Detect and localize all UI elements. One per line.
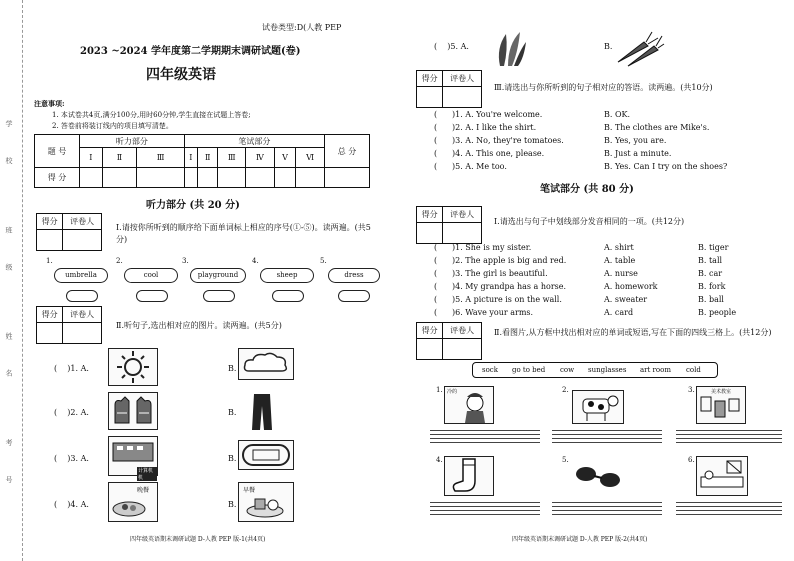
subtitle: 四年级英语 <box>146 67 216 83</box>
q3-b: B. The clothes are Mike's. <box>604 123 710 132</box>
q2-b-label: B. <box>228 408 237 417</box>
score-col: Ⅲ <box>218 148 246 168</box>
q2-instruction: Ⅱ.听句子,选出相对应的图片。读两遍。(共5分) <box>116 321 282 330</box>
cloud-picture <box>238 348 294 380</box>
score-cell[interactable] <box>137 168 184 188</box>
score-table-tihao: 题 号 <box>35 135 80 168</box>
w2-num: 4. <box>436 456 443 464</box>
q2-paren[interactable]: ( )1. A. <box>54 364 89 373</box>
four-line-grid[interactable] <box>430 430 540 448</box>
q2-b-label: B. <box>228 500 237 509</box>
w1-row[interactable]: ( )5. A picture is on the wall. A. sweater B. ball <box>434 295 724 304</box>
q2-paren[interactable]: ( )4. A. <box>54 500 89 509</box>
q3-b: B. OK. <box>604 110 631 119</box>
q1-word-card: sheep <box>260 268 314 283</box>
breakfast-picture <box>238 482 294 522</box>
note-2: 2. 答卷前将装订线内的项目填写清楚。 <box>52 122 173 130</box>
footer-left: 四年级英语期末调研试题 D-人教 PEP 版-1(共4页) <box>130 536 266 543</box>
right-q5-paren[interactable]: ( )5. A. <box>434 42 469 51</box>
q1-answer-oval[interactable] <box>136 290 168 302</box>
scorer-box-4 <box>416 206 482 244</box>
q1-num: 5. <box>320 257 327 265</box>
dinner-picture <box>108 482 158 522</box>
q1-answer-oval[interactable] <box>272 290 304 302</box>
notes-title: 注意事项: <box>34 99 65 108</box>
scorer-cell[interactable] <box>443 87 482 108</box>
cow-picture <box>572 390 624 424</box>
w1-row[interactable]: ( )4. My grandpa has a horse. A. homework B. fork <box>434 282 726 291</box>
w2-word: go to bed <box>512 366 546 374</box>
q1-word-card: umbrella <box>54 268 108 283</box>
w1-row[interactable]: ( )1. She is my sister. A. shirt B. tiger <box>434 243 729 252</box>
q3-a: )1. A. You're welcome. <box>452 110 543 119</box>
scorer-cell[interactable] <box>417 87 443 108</box>
scorer-score-label: 得分 <box>37 214 63 230</box>
q3-a: )4. A. This one, please. <box>452 149 545 158</box>
pic-label-dinner: 晚餐 <box>137 487 150 494</box>
score-cell[interactable] <box>198 168 218 188</box>
score-cell[interactable] <box>325 168 370 188</box>
four-line-grid[interactable] <box>552 430 662 448</box>
pants-picture <box>244 392 280 432</box>
q3-row[interactable]: ( )3. A. No, they're tomatoes. B. Yes, you are. <box>434 136 667 145</box>
q1-word-card: dress <box>328 268 380 283</box>
score-cell[interactable] <box>274 168 296 188</box>
q3-a: )5. A. Me too. <box>452 162 507 171</box>
q3-instruction: Ⅲ.请选出与你所听到的句子相对应的答语。读两遍。(共10分) <box>494 83 713 92</box>
scorer-grader-label: 评卷人 <box>443 207 482 223</box>
q2-paren[interactable]: ( )2. A. <box>54 408 89 417</box>
w2-word: cold <box>686 366 701 374</box>
q1-word-card: cool <box>124 268 178 283</box>
score-cell[interactable] <box>80 168 103 188</box>
q3-a: )3. A. No, they're tomatoes. <box>452 136 564 145</box>
q1-num: 3. <box>182 257 189 265</box>
scorer-box-1 <box>36 213 102 251</box>
w2-num: 1. <box>436 386 443 394</box>
four-line-grid[interactable] <box>676 430 782 448</box>
w2-word: sock <box>482 366 498 374</box>
listening-header: 听力部分 (共 20 分) <box>146 200 240 211</box>
scorer-score-label: 得分 <box>37 307 63 323</box>
score-col: Ⅰ <box>184 148 197 168</box>
score-col: Ⅱ <box>198 148 218 168</box>
score-cell[interactable] <box>246 168 275 188</box>
q2-b-label: B. <box>228 364 237 373</box>
paper-type: 试卷类型:D(人教 PEP <box>262 23 342 32</box>
w2-num: 2. <box>562 386 569 394</box>
score-cell[interactable] <box>102 168 137 188</box>
q3-a: )2. A. I like the shirt. <box>452 123 537 132</box>
q2-paren[interactable]: ( )3. A. <box>54 454 89 463</box>
q1-answer-oval[interactable] <box>338 290 370 302</box>
scorer-cell[interactable] <box>63 230 102 251</box>
pic-label-breakfast: 早餐 <box>243 487 256 494</box>
score-col: Ⅱ <box>102 148 137 168</box>
track-picture <box>238 440 294 470</box>
binding-margin-text: 学校 班级 姓名 考号 <box>5 120 13 513</box>
w2-word: sunglasses <box>588 366 627 374</box>
carrots-picture <box>614 28 666 68</box>
w1-row[interactable]: ( )3. The girl is beautiful. A. nurse B. car <box>434 269 723 278</box>
score-table-listening: 听力部分 <box>80 135 185 148</box>
w2-word: art room <box>640 366 671 374</box>
cold-picture <box>444 386 494 424</box>
score-cell[interactable] <box>218 168 246 188</box>
scorer-grader-label: 评卷人 <box>63 307 102 323</box>
q1-num: 4. <box>252 257 259 265</box>
scorer-score-label: 得分 <box>417 71 443 87</box>
art-room-picture <box>696 386 746 424</box>
score-table <box>34 134 370 188</box>
scorer-cell[interactable] <box>63 323 102 344</box>
scorer-box-5 <box>416 322 482 360</box>
scorer-cell[interactable] <box>443 223 482 244</box>
q3-b: B. Yes, you are. <box>604 136 667 145</box>
q1-answer-oval[interactable] <box>66 290 98 302</box>
sock-picture <box>444 456 494 496</box>
scorer-cell[interactable] <box>37 323 63 344</box>
sun-picture <box>108 348 158 386</box>
score-cell[interactable] <box>184 168 197 188</box>
footer-right: 四年级英语期末调研试题 D-人教 PEP 版-2(共4页) <box>512 536 648 543</box>
w1-instruction: Ⅰ.请选出与句子中划线部分发音相同的一项。(共12分) <box>494 217 685 226</box>
computer-room-picture <box>108 436 158 481</box>
right-q5-b: B. <box>604 42 613 51</box>
w2-num: 6. <box>688 456 695 464</box>
sunglasses-picture <box>572 456 624 496</box>
score-col: Ⅴ <box>274 148 296 168</box>
pic-label-cold: 冷的 <box>447 389 458 395</box>
q3-row[interactable]: ( )4. A. This one, please. B. Just a minute. <box>434 149 672 158</box>
scorer-score-label: 得分 <box>417 323 443 339</box>
q2-b-label: B. <box>228 454 237 463</box>
w2-num: 3. <box>688 386 695 394</box>
score-col: Ⅵ <box>296 148 325 168</box>
score-table-written: 笔试部分 <box>184 135 324 148</box>
score-col: Ⅲ <box>137 148 184 168</box>
scorer-cell[interactable] <box>417 339 443 360</box>
score-table-total: 总 分 <box>325 135 370 168</box>
q3-row[interactable]: ( )5. A. Me too. B. Yes. Can I try on the shoes? <box>434 162 728 171</box>
score-col: Ⅳ <box>246 148 275 168</box>
go-to-bed-picture <box>696 456 748 496</box>
scorer-cell[interactable] <box>417 223 443 244</box>
scorer-box-2 <box>36 306 102 344</box>
pic-label-jisuanji: 计算机机 <box>137 467 157 481</box>
vegetables-picture <box>492 28 528 70</box>
four-line-grid[interactable] <box>676 502 782 520</box>
w2-num: 5. <box>562 456 569 464</box>
scorer-cell[interactable] <box>443 339 482 360</box>
scorer-grader-label: 评卷人 <box>443 323 482 339</box>
gloves-picture <box>108 392 158 430</box>
title-line: 2023 ~2024 学年度第二学期期末调研试题(卷) <box>80 46 301 57</box>
scorer-score-label: 得分 <box>417 207 443 223</box>
score-col: Ⅰ <box>80 148 103 168</box>
q3-row[interactable]: ( )1. A. You're welcome. B. OK. <box>434 110 631 119</box>
note-1: 1. 本试卷共4页,满分100分,用时60分钟,学生直接在试题上答卷; <box>52 111 251 119</box>
q1-word-card: playground <box>190 268 246 283</box>
score-cell[interactable] <box>296 168 325 188</box>
q3-b: B. Yes. Can I try on the shoes? <box>604 162 728 171</box>
scorer-grader-label: 评卷人 <box>443 71 482 87</box>
w2-word: cow <box>560 366 575 374</box>
four-line-grid[interactable] <box>552 502 662 520</box>
w1-row[interactable]: ( )2. The apple is big and red. A. table B. tall <box>434 256 723 265</box>
score-row-label: 得 分 <box>35 168 80 188</box>
w1-row[interactable]: ( )6. Wave your arms. A. card B. people <box>434 308 737 317</box>
pic-label-art: 美术教室 <box>711 389 732 395</box>
q1-answer-oval[interactable] <box>203 290 235 302</box>
scorer-grader-label: 评卷人 <box>63 214 102 230</box>
written-header: 笔试部分 (共 80 分) <box>540 184 634 195</box>
scorer-cell[interactable] <box>37 230 63 251</box>
q1-num: 1. <box>46 257 53 265</box>
w2-instruction: Ⅱ.看图片,从方框中找出相对应的单词或短语,写在下面的四线三格上。(共12分) <box>494 328 772 337</box>
q1-instruction: Ⅰ.请按你所听到的顺序给下面单词标上相应的序号(①-⑤)。读两遍。(共5分) <box>116 223 371 244</box>
q3-b: B. Just a minute. <box>604 149 672 158</box>
scorer-box-3 <box>416 70 482 108</box>
q3-row[interactable]: ( )2. A. I like the shirt. B. The clothes are Mike's. <box>434 123 710 132</box>
four-line-grid[interactable] <box>430 502 540 520</box>
q1-num: 2. <box>116 257 123 265</box>
